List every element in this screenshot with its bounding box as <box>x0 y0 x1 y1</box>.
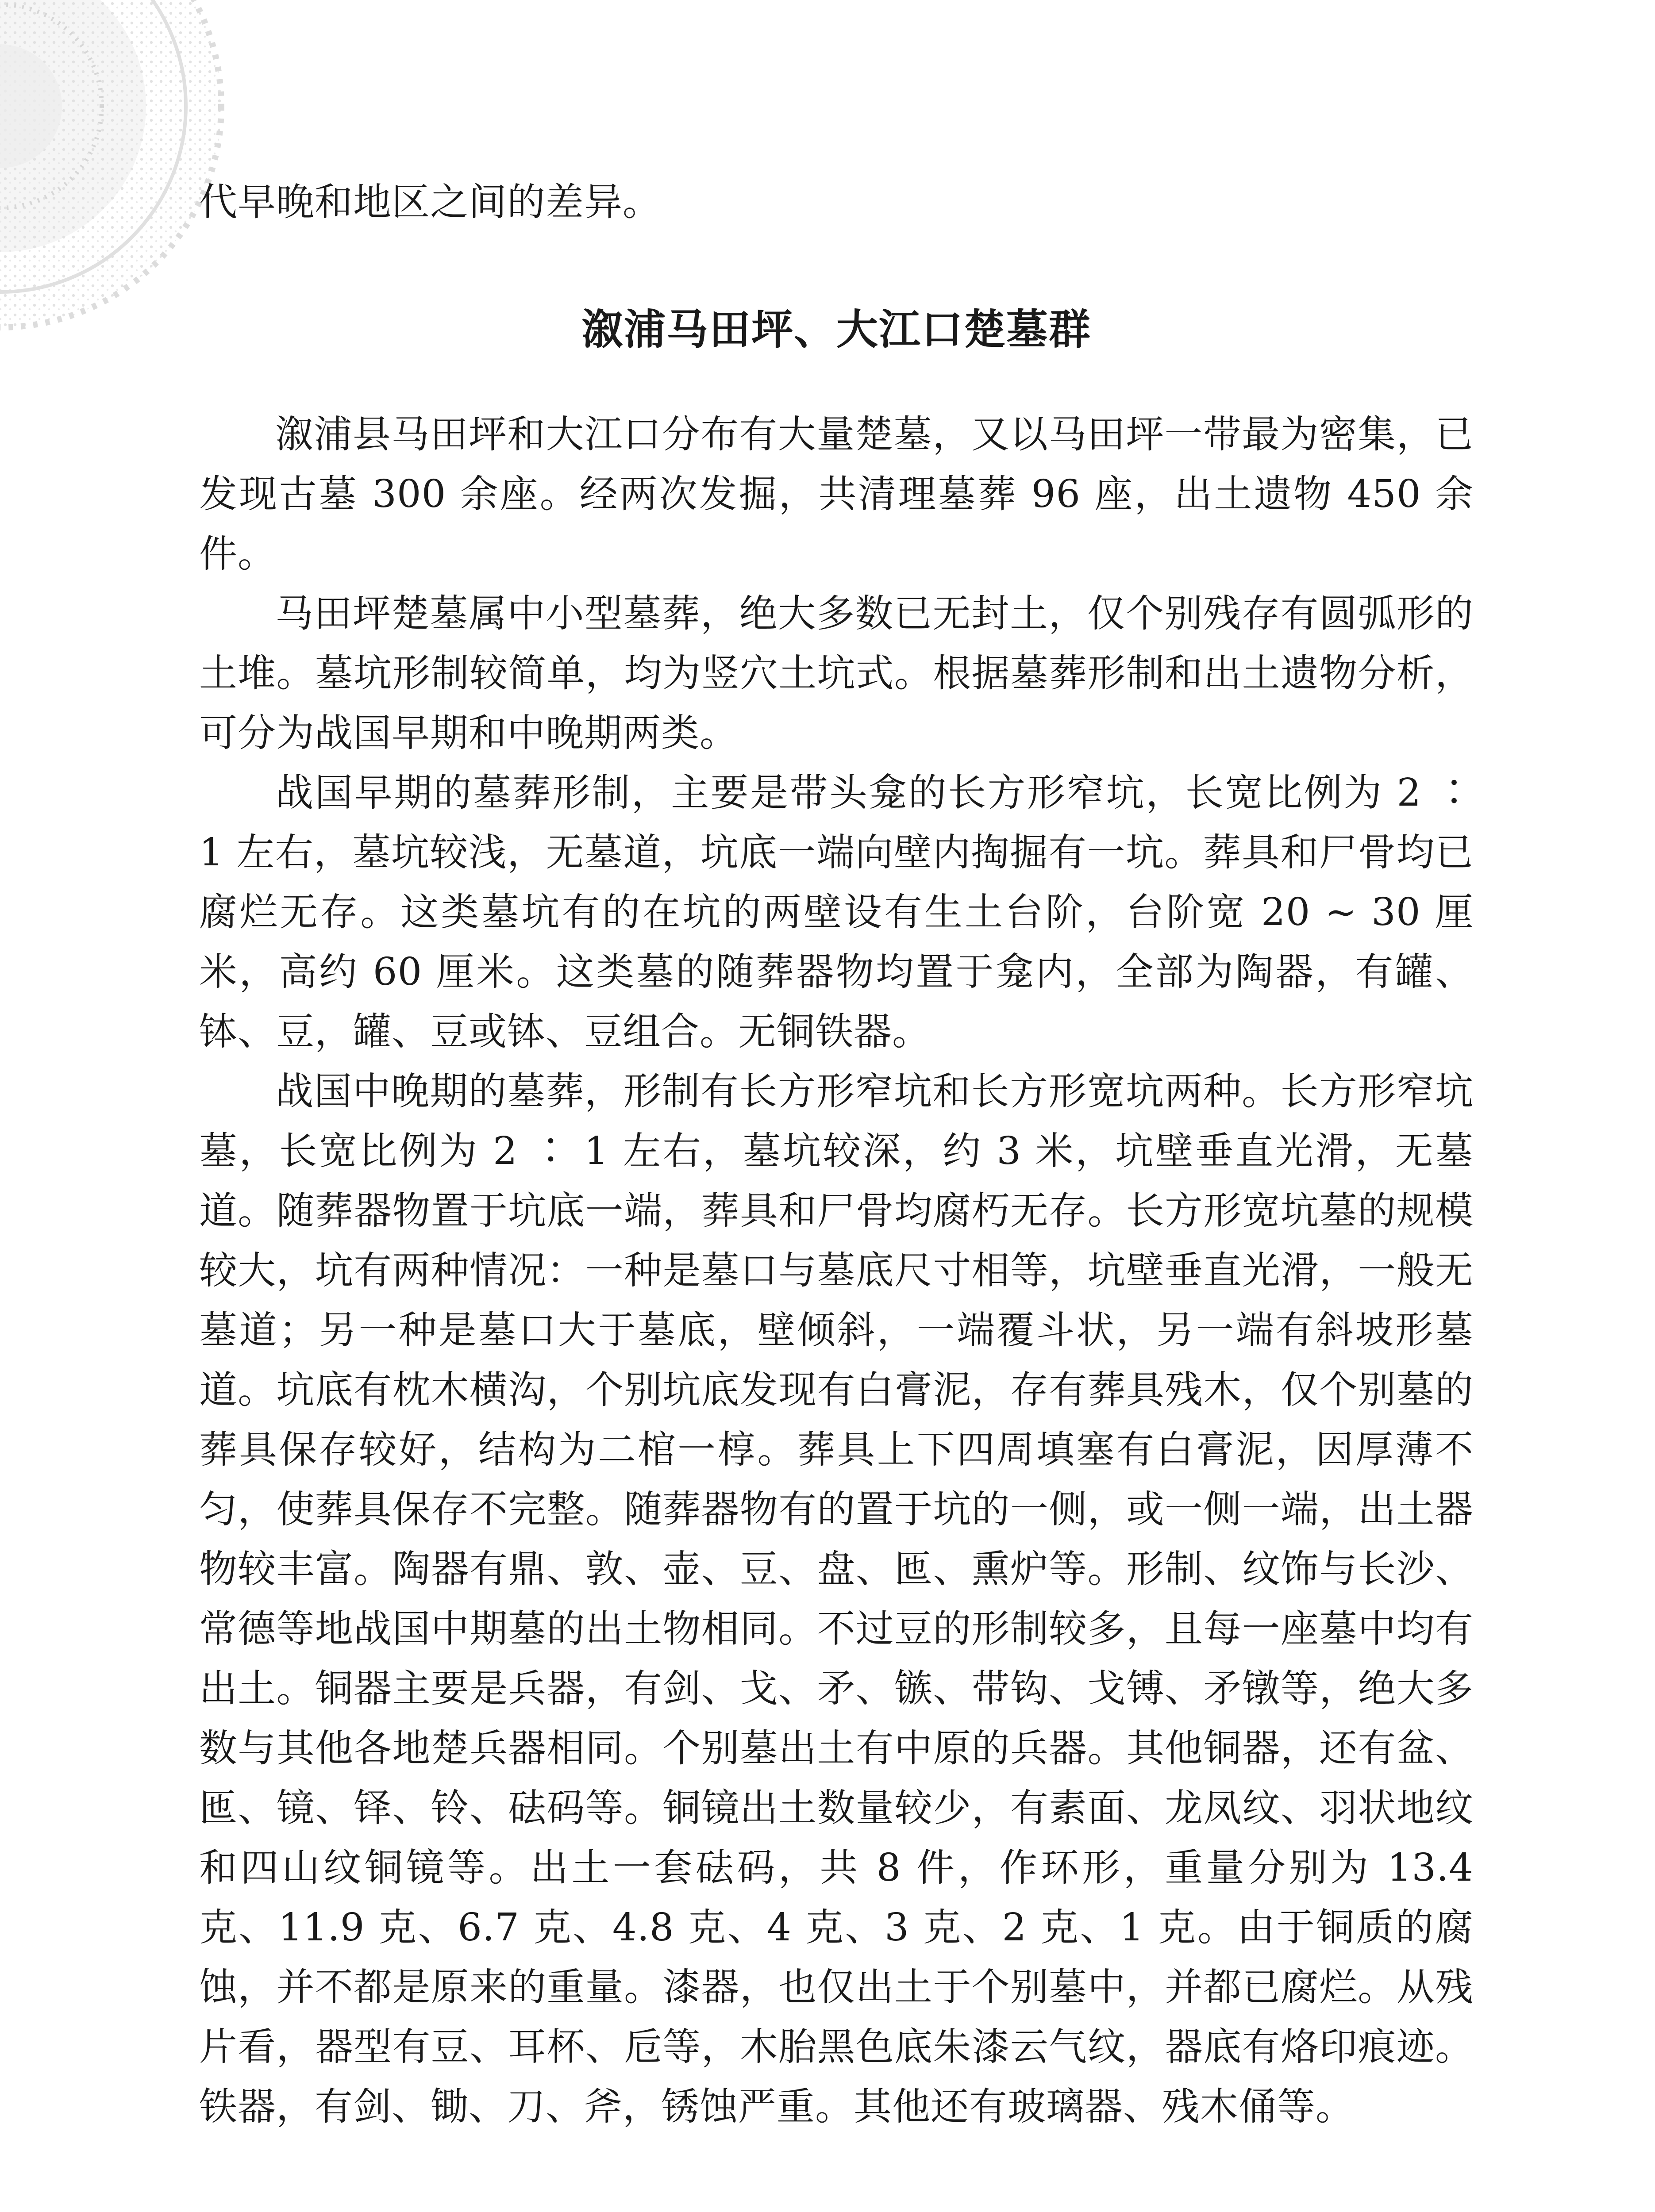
body-text <box>199 173 1474 2137</box>
lead-line: 代早晚和地区之间的差异。 <box>199 180 661 224</box>
paragraph-matianping-overview: 马田坪楚墓属中小型墓葬，绝大多数已无封土，仅个别残存有圆弧形的土堆。墓坑形制较简单，均为竖穴土坑式。根据墓葬形制和出土遗物分析，可分为战国早期和中晚期两类。 <box>199 591 1474 755</box>
paragraph-mid-late-warring-states: 战国中晚期的墓葬，形制有长方形窄坑和长方形宽坑两种。长方形窄坑墓，长宽比例为 2 ∶ 1 左右，墓坑较深，约 3 米，坑壁垂直光滑，无墓道。随葬器物置于坑底一端，葬具和尸骨均腐朽无存。长方形宽坑墓的规模较大，坑有两种情况：一种是墓口与墓底尺寸相等，坑壁垂直光滑，一般无墓道；另一种是墓口大于墓底，壁倾斜，一端覆斗状，另一端有斜坡形墓道。坑底有枕木横沟，个别坑底发现有白膏泥，存有葬具残木，仅个别墓的葬具保存较好，结构为二棺一椁。葬具上下四周填塞有白膏泥，因厚薄不匀，使葬具保存不完整。随葬器物有的置于坑的一侧，或一侧一端，出土器物较丰富。陶器有鼎、敦、壶、豆、盘、匜、熏炉等。形制、纹饰与长沙、常德等地战国中期墓的出土物相同。不过豆的形制较多，且每一座墓中均有出土。铜器主要是兵器，有剑、戈、矛、镞、带钩、戈镈、矛镦等，绝大多数与其他各地楚兵器相同。个别墓出土有中原的兵器。其他铜器，还有盆、匜、镜、铎、铃、砝码等。铜镜出土数量较少，有素面、龙凤纹、羽状地纹和四山纹铜镜等。出土一套砝码，共 8 件，作环形，重量分别为 13.4 克、11.9 克、6.7 克、4.8 克、4 克、3 克、2 克、1 克。由于铜质的腐蚀，并不都是原来的重量。漆器，也仅出土于个别墓中，并都已腐烂。从残片看，器型有豆、耳杯、卮等，木胎黑色底朱漆云气纹，器底有烙印痕迹。铁器，有剑、锄、刀、斧，锈蚀严重。其他还有玻璃器、残木俑等。 <box>199 1069 1474 2129</box>
paragraph-intro: 溆浦县马田坪和大江口分布有大量楚墓，又以马田坪一带最为密集，已发现古墓 300 余座。经两次发掘，共清理墓葬 96 座，出土遗物 450 余件。 <box>199 412 1474 576</box>
paragraph-early-warring-states: 战国早期的墓葬形制，主要是带头龛的长方形窄坑，长宽比例为 2 ∶ 1 左右，墓坑较浅，无墓道，坑底一端向壁内掏掘有一坑。葬具和尸骨均已腐烂无存。这类墓坑有的在坑的两壁设有生土台阶，台阶宽 20 ~ 30 厘米，高约 60 厘米。这类墓的随葬器物均置于龛内，全部为陶器，有罐、钵、豆，罐、豆或钵、豆组合。无铜铁器。 <box>199 771 1474 1054</box>
section-title: 溆浦马田坪、大江口楚墓群 <box>581 305 1091 354</box>
